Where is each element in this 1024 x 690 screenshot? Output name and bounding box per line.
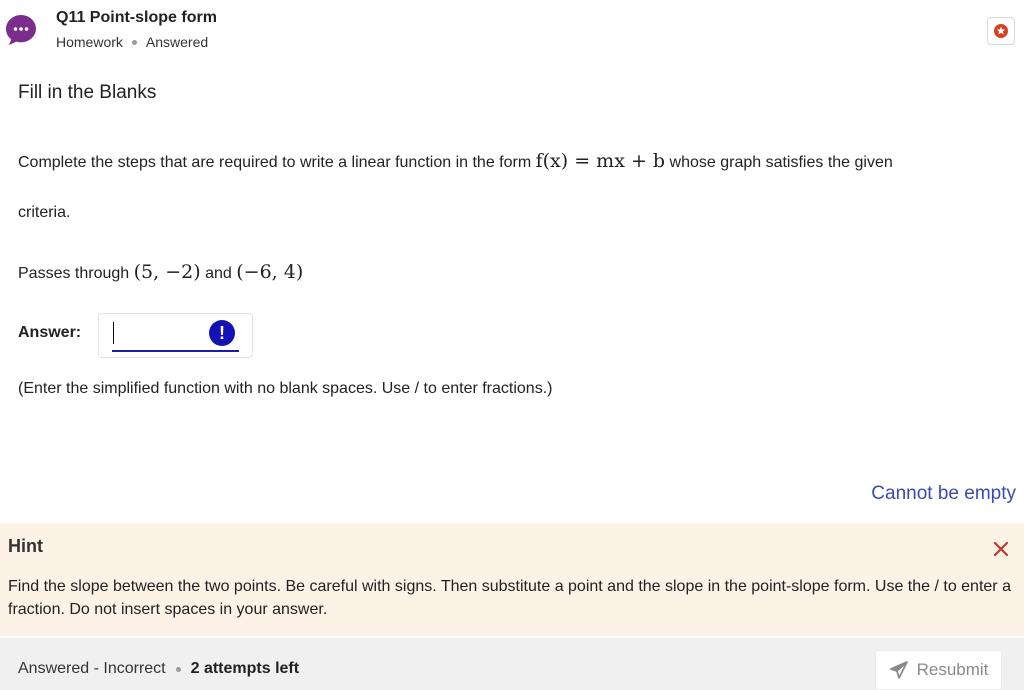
- prompt-formula: f(x) = mx + b: [535, 150, 666, 172]
- status-text: Answered - Incorrect: [18, 660, 166, 677]
- answer-label: Answer:: [18, 324, 82, 341]
- passes-conjunction: and: [200, 265, 237, 282]
- hint-title: Hint: [8, 536, 43, 556]
- flag-question-button[interactable]: [987, 17, 1015, 45]
- star-badge-icon: [993, 23, 1009, 39]
- resubmit-button[interactable]: [875, 650, 1002, 690]
- exclamation-icon: !: [209, 320, 235, 346]
- question-title: Q11 Point-slope form: [56, 9, 217, 26]
- breadcrumb-answered: Answered: [145, 34, 209, 50]
- answer-instructions: (Enter the simplified function with no blank spaces. Use / to enter fractions.): [18, 380, 553, 397]
- breadcrumb-separator: [132, 40, 137, 45]
- submission-footer: [0, 638, 1024, 690]
- validation-message: Cannot be empty: [871, 483, 1016, 504]
- submission-status: [18, 660, 299, 678]
- hint-panel: [0, 523, 1024, 636]
- section-title: Fill in the Blanks: [18, 82, 157, 103]
- attempts-left: 2 attempts left: [190, 660, 300, 677]
- prompt-text-before: Complete the steps that are required to write a linear function in the form: [18, 154, 536, 171]
- breadcrumb-homework[interactable]: Homework: [56, 34, 123, 50]
- point-one: (5, −2): [133, 261, 201, 283]
- point-two: (−6, 4): [236, 261, 304, 283]
- passes-label: Passes through: [18, 265, 134, 282]
- breadcrumb: [56, 34, 208, 50]
- text-caret: [113, 322, 114, 344]
- status-separator: [176, 667, 181, 672]
- hint-text: Find the slope between the two points. Be careful with signs. Then substitute a point and the slope in the point-slope form. Use the / to enter a fraction. Do not insert spaces in your answer.: [8, 578, 1011, 618]
- resubmit-label: Resubmit: [916, 660, 989, 679]
- send-icon: [889, 660, 909, 680]
- given-points: [18, 261, 303, 283]
- prompt-text-line2: criteria.: [18, 204, 71, 221]
- prompt-text-after: whose graph satisfies the given: [665, 154, 893, 171]
- close-icon[interactable]: [990, 538, 1012, 560]
- question-header: [0, 0, 1024, 70]
- question-prompt: [18, 146, 1008, 178]
- chat-bubble-ellipsis-icon: [5, 14, 37, 46]
